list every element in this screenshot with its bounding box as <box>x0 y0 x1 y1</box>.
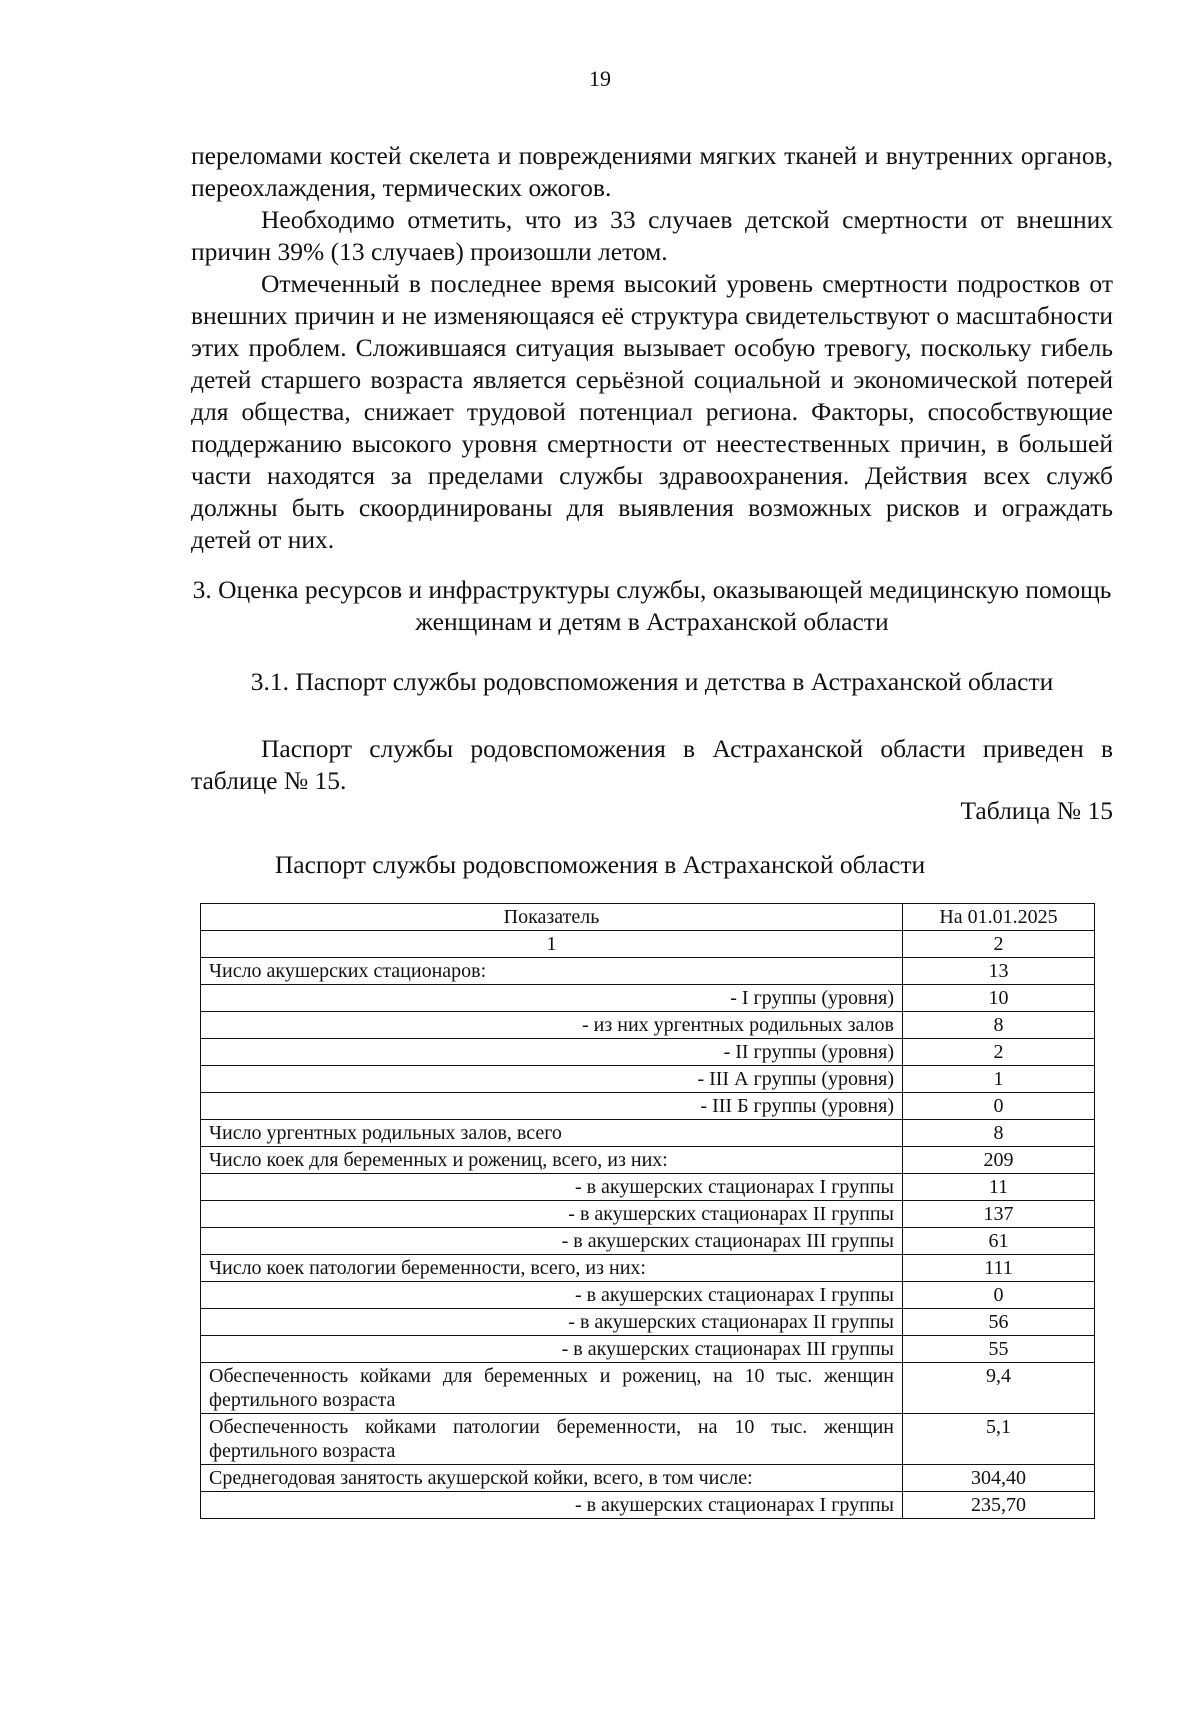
paragraph: Необходимо отметить, что из 33 случаев детской смертности от внешних причин 39% (13 случаев) произошли летом. <box>191 205 1113 266</box>
table-row <box>201 1201 1095 1228</box>
row-value: 1 <box>903 1066 1095 1093</box>
table-row <box>201 1492 1095 1519</box>
row-label: Среднегодовая занятость акушерской койки, всего, в том числе: <box>201 1465 903 1492</box>
row-value: 13 <box>903 958 1095 985</box>
table-row <box>201 1066 1095 1093</box>
row-label: Обеспеченность койками для беременных и рожениц, на 10 тыс. женщин фертильного возраста <box>201 1363 903 1414</box>
paragraph: переломами костей скелета и повреждениями мягких тканей и внутренних органов, переохлаждения, термических ожогов. <box>191 141 1113 202</box>
row-label: - в акушерских стационарах II группы <box>201 1201 903 1228</box>
row-value: 8 <box>903 1012 1095 1039</box>
row-value: 55 <box>903 1336 1095 1363</box>
table-row <box>201 1414 1095 1465</box>
row-value: 2 <box>903 1039 1095 1066</box>
passport-table <box>200 903 1095 1519</box>
page-number: 19 <box>589 66 611 91</box>
table-number: Таблица № 15 <box>960 796 1113 825</box>
row-value: 11 <box>903 1174 1095 1201</box>
row-label: - III А группы (уровня) <box>201 1066 903 1093</box>
table-row <box>201 1309 1095 1336</box>
row-value: 56 <box>903 1309 1095 1336</box>
column-number: 1 <box>201 931 903 958</box>
table-header-row <box>201 904 1095 931</box>
row-value: 9,4 <box>903 1363 1095 1414</box>
table-row <box>201 1255 1095 1282</box>
table-row <box>201 1282 1095 1309</box>
row-label: - в акушерских стационарах I группы <box>201 1282 903 1309</box>
row-label: Число акушерских стационаров: <box>201 958 903 985</box>
row-label: - II группы (уровня) <box>201 1039 903 1066</box>
table-row <box>201 958 1095 985</box>
row-label: - в акушерских стационарах III группы <box>201 1228 903 1255</box>
row-value: 10 <box>903 985 1095 1012</box>
table-row <box>201 1465 1095 1492</box>
row-value: 0 <box>903 1282 1095 1309</box>
table-numbering-row <box>201 931 1095 958</box>
body-text <box>191 140 1113 556</box>
table-row <box>201 1039 1095 1066</box>
row-label: Число ургентных родильных залов, всего <box>201 1120 903 1147</box>
row-value: 0 <box>903 1093 1095 1120</box>
row-value: 5,1 <box>903 1414 1095 1465</box>
subsection-heading: 3.1. Паспорт службы родовспоможения и детства в Астраханской области <box>250 667 1054 696</box>
row-label: Число коек для беременных и рожениц, всего, из них: <box>201 1147 903 1174</box>
row-value: 209 <box>903 1147 1095 1174</box>
row-label: - в акушерских стационарах I группы <box>201 1174 903 1201</box>
row-value: 235,70 <box>903 1492 1095 1519</box>
table-row <box>201 1336 1095 1363</box>
column-header-date: На 01.01.2025 <box>903 904 1095 931</box>
row-label: - из них ургентных родильных залов <box>201 1012 903 1039</box>
table-row <box>201 1174 1095 1201</box>
row-label: - в акушерских стационарах II группы <box>201 1309 903 1336</box>
table-row <box>201 1012 1095 1039</box>
row-label: Число коек патологии беременности, всего, из них: <box>201 1255 903 1282</box>
table-row <box>201 1093 1095 1120</box>
table-row <box>201 1363 1095 1414</box>
row-label: - III Б группы (уровня) <box>201 1093 903 1120</box>
row-label: - I группы (уровня) <box>201 985 903 1012</box>
row-value: 137 <box>903 1201 1095 1228</box>
row-value: 111 <box>903 1255 1095 1282</box>
table-row <box>201 1147 1095 1174</box>
paragraph: Отмеченный в последнее время высокий уровень смертности подростков от внешних причин и не изменяющаяся её структура свидетельствуют о масштабности этих проблем. Сложившаяся ситуация вызывает особую тревогу, поскольку гибель детей старшего возраста является серьёзной социальной и экономической потерей для общества, снижает трудовой потенциал региона. Факторы, способствующие поддержанию высокого уровня смертности от неестественных причин, в большей части находятся за пределами службы здравоохранения. Действия всех служб должны быть скоординированы для выявления возможных рисков и ограждать детей от них. <box>191 269 1113 554</box>
row-label: Обеспеченность койками патологии беременности, на 10 тыс. женщин фертильного возраста <box>201 1414 903 1465</box>
row-value: 304,40 <box>903 1465 1095 1492</box>
column-number: 2 <box>903 931 1095 958</box>
table-caption: Паспорт службы родовспоможения в Астраханской области <box>274 850 926 879</box>
intro-paragraph: Паспорт службы родовспоможения в Астраханской области приведен в таблице № 15. <box>191 734 1113 795</box>
table-row <box>201 1120 1095 1147</box>
row-value: 8 <box>903 1120 1095 1147</box>
table-row <box>201 985 1095 1012</box>
table-row <box>201 1228 1095 1255</box>
row-value: 61 <box>903 1228 1095 1255</box>
row-label: - в акушерских стационарах I группы <box>201 1492 903 1519</box>
column-header-indicator: Показатель <box>201 904 903 931</box>
section-heading: 3. Оценка ресурсов и инфраструктуры службы, оказывающей медицинскую помощь женщинам и детям в Астраханской области <box>192 575 1112 636</box>
row-label: - в акушерских стационарах III группы <box>201 1336 903 1363</box>
